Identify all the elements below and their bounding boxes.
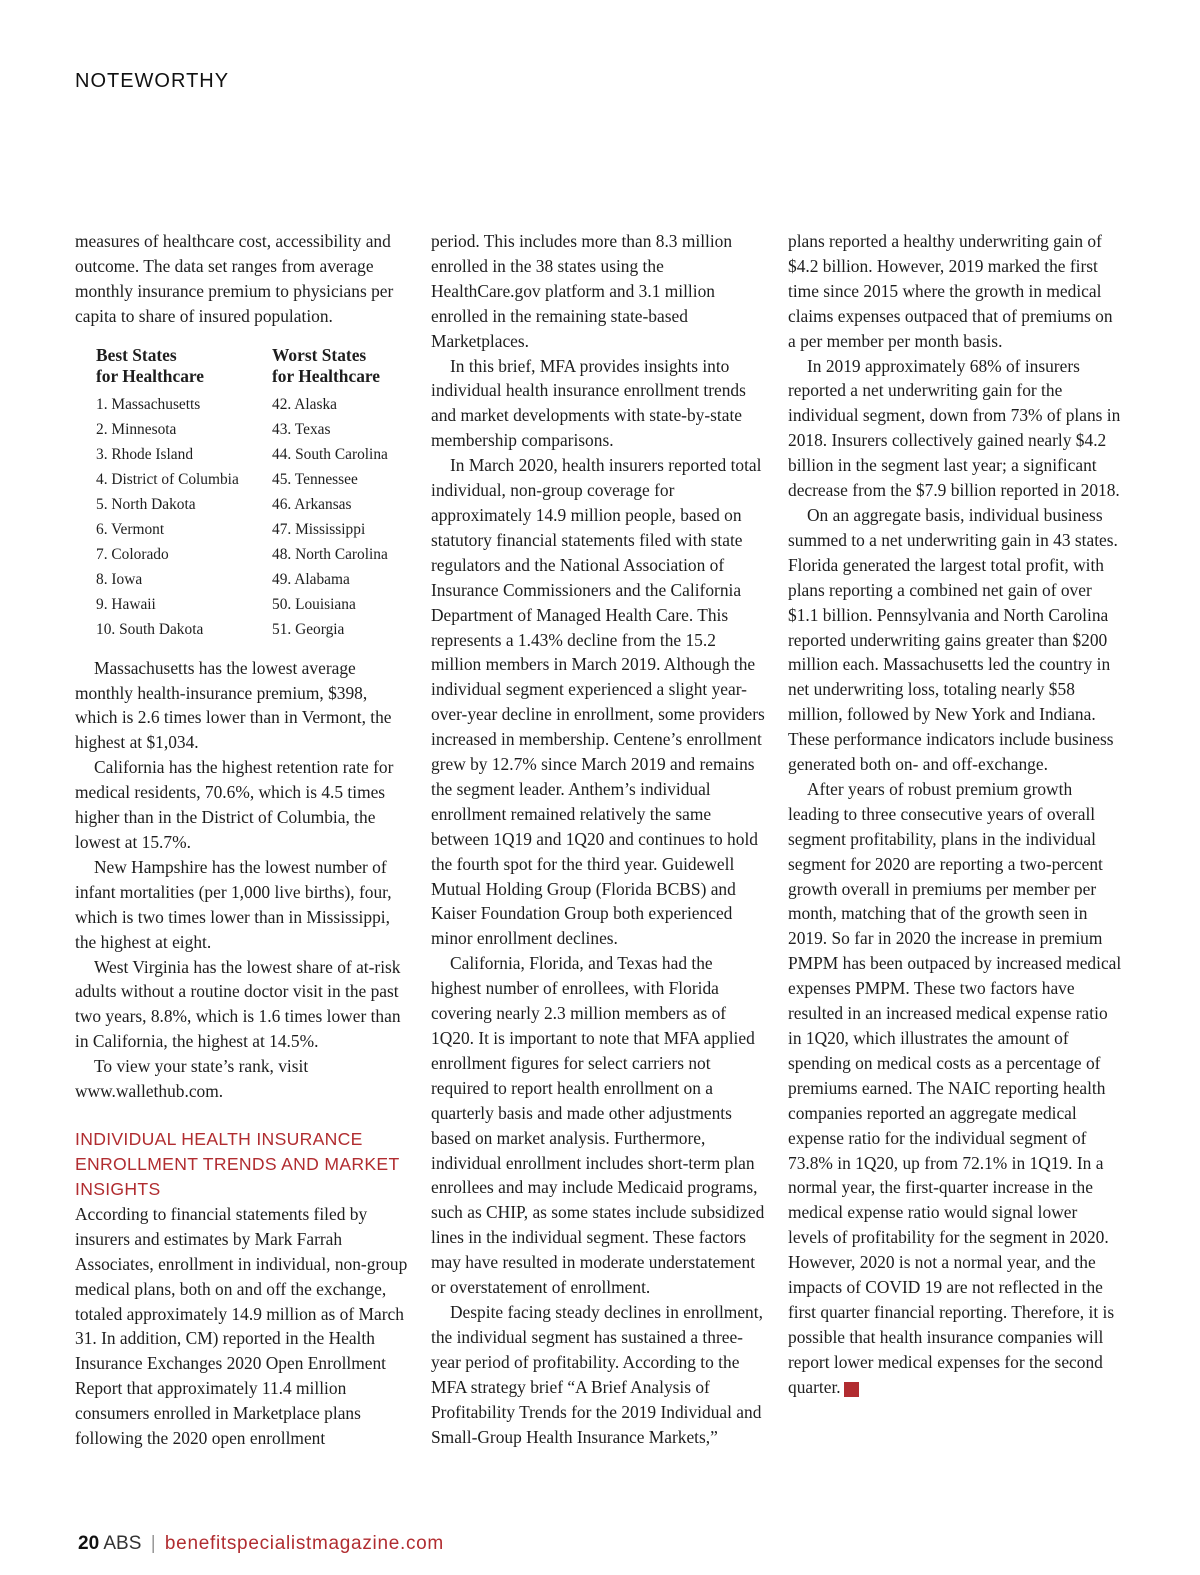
worst-state-item: 51. Georgia xyxy=(272,620,345,638)
west-virginia-paragraph: West Virginia has the lowest share of at-risk adults without a routine doctor visit in the past two years, 8.8%, which is 1.6 times lower than in California, the highest at 14.5%. xyxy=(75,956,401,1052)
paragraph: In this brief, MFA provides insights into individual health insurance enrollment trends and market developments with state-by-state membership comparisons. xyxy=(431,355,746,451)
best-state-item: 9. Hawaii xyxy=(96,595,156,613)
worst-state-item: 46. Arkansas xyxy=(272,495,352,513)
page-number: 20 xyxy=(78,1533,100,1554)
end-mark-icon: ■ xyxy=(844,1382,859,1397)
best-states-table xyxy=(96,345,272,642)
article-column-3 xyxy=(788,229,1122,1400)
paragraph xyxy=(788,777,1122,1400)
worst-state-item: 47. Mississippi xyxy=(272,520,366,538)
best-state-item: 6. Vermont xyxy=(96,520,165,538)
worst-state-item: 48. North Carolina xyxy=(272,545,388,563)
intro-paragraph: measures of healthcare cost, accessibility and outcome. The data set ranges from average monthly insurance premium to physicians per capita to share of insured population. xyxy=(75,231,394,326)
best-state-item: 8. Iowa xyxy=(96,570,143,588)
worst-state-item: 50. Louisiana xyxy=(272,595,356,613)
website-link[interactable]: benefitspecialistmagazine.com xyxy=(164,1533,444,1554)
best-state-item: 3. Rhode Island xyxy=(96,445,194,463)
worst-state-item: 49. Alabama xyxy=(272,570,350,588)
wallethub-paragraph: To view your state’s rank, visit www.wallethub.com. xyxy=(75,1056,309,1102)
section-label: NOTEWORTHY xyxy=(75,70,230,92)
worst-state-item: 44. South Carolina xyxy=(272,445,388,463)
worst-state-item: 42. Alaska xyxy=(272,395,337,413)
article-column-2 xyxy=(431,229,765,1449)
best-state-item: 1. Massachusetts xyxy=(96,395,201,413)
closing-paragraph-text: After years of robust premium growth leading to three consecutive years of overall segment profitability, plans in the individual segment for 2020 are reporting a two-percent growth overall in premiums per member per month, matching that of the growth seen in 2019. So far in 2020 the increase in premium PMPM has been outpaced by increased medical expenses PMPM. These two factors have resulted in an increased medical expense ratio in 1Q20, which illustrates the amount of spending on medical costs as a percentage of premiums earned. The NAIC reporting health companies reported an aggregate medical expense ratio for the individual segment of 73.8% in 1Q20, up from 72.1% in 1Q19. In a normal year, the first-quarter increase in the medical expense ratio would signal lower levels of profitability for the segment in 2020. However, 2020 is not a normal year, and the impacts of COVID 19 are not reflected in the first quarter financial reporting. Therefore, it is possible that health insurance companies will report lower medical expenses for the second quarter. xyxy=(788,778,1122,1397)
paragraph: In 2019 approximately 68% of insurers reported a net underwriting gain for the individual segment, down from 73% of plans in 2018. Insurers collectively gained nearly $4.2 billion in the segment last year; a significant decrease from the $7.9 billion reported in 2018. xyxy=(788,355,1121,501)
massachusetts-paragraph: Massachusetts has the lowest average monthly health-insurance premium, $398, which is 2.6 times lower than in Vermont, the highest at $1,034. xyxy=(75,657,392,753)
california-paragraph: California has the highest retention rate for medical residents, 70.6%, which is 4.5 times higher than in the District of Columbia, the lowest at 15.7%. xyxy=(75,757,394,852)
worst-states-heading: Worst States for Healthcare xyxy=(272,344,381,386)
page-footer xyxy=(78,1533,444,1555)
paragraph: In March 2020, health insurers reported total individual, non-group coverage for approximately 14.9 million people, based on statutory financial statements filed with state regulators and the National Association of Insurance Commissioners and the California Department of Managed Health Care. This represents a 1.43% decline from the 15.2 million members in March 2019. Although the individual segment experienced a slight year-over-year decline in enrollment, some providers increased in membership. Centene’s enrollment grew by 12.7% since March 2019 and remains the segment leader. Anthem’s individual enrollment remained relatively the same between 1Q19 and 1Q20 and continues to hold the fourth spot for the third year. Guidewell Mutual Holding Group (Florida BCBS) and Kaiser Foundation Group both experienced minor enrollment declines. xyxy=(431,455,765,949)
best-state-item: 5. North Dakota xyxy=(96,495,196,513)
publication-abbrev: ABS xyxy=(103,1533,142,1554)
paragraph: On an aggregate basis, individual business summed to a net underwriting gain in 43 states. Florida generated the largest total profit, with plans reporting a combined net gain of over $1.1 billion. Pennsylvania and North Carolina reported underwriting gains greater than $200 million each. Massachusetts led the country in net underwriting loss, totaling nearly $58 million, followed by New York and Indiana. These performance indicators include business generated both on- and off-exchange. xyxy=(788,504,1118,775)
footer-separator: | xyxy=(150,1533,156,1554)
worst-states-table xyxy=(272,345,402,642)
best-state-item: 10. South Dakota xyxy=(96,620,204,638)
best-state-item: 2. Minnesota xyxy=(96,420,177,438)
paragraph: plans reported a healthy underwriting gain of $4.2 billion. However, 2019 marked the first time since 2015 where the growth in medical claims expenses outpaced that of premiums on a per member per month basis. xyxy=(788,231,1113,351)
paragraph: period. This includes more than 8.3 million enrolled in the 38 states using the HealthCare.gov platform and 3.1 million enrolled in the remaining state-based Marketplaces. xyxy=(431,231,733,351)
paragraph: Despite facing steady declines in enrollment, the individual segment has sustained a three-year period of profitability. According to the MFA strategy brief “A Brief Analysis of Profitability Trends for the 2019 Individual and Small-Group Health Insurance Markets,” xyxy=(431,1301,763,1447)
best-state-item: 4. District of Columbia xyxy=(96,470,239,488)
best-states-heading: Best States for Healthcare xyxy=(96,344,205,386)
state-rankings xyxy=(96,345,409,642)
new-hampshire-paragraph: New Hampshire has the lowest number of infant mortalities (per 1,000 live births), four, which is two times lower than in Mississippi, the highest at eight. xyxy=(75,856,392,952)
paragraph: California, Florida, and Texas had the highest number of enrollees, with Florida covering nearly 2.3 million members as of 1Q20. It is important to note that MFA applied enrollment figures for select carriers not required to report health enrollment on a quarterly basis and made other adjustments based on market analysis. Furthermore, individual enrollment includes short-term plan enrollees and may include Medicaid programs, such as CHIP, as some states include subsidized lines in the individual segment. These factors may have resulted in moderate understatement or overstatement of enrollment. xyxy=(431,953,765,1298)
worst-state-item: 43. Texas xyxy=(272,420,331,438)
worst-state-item: 45. Tennessee xyxy=(272,470,358,488)
section-subheading: INDIVIDUAL HEALTH INSURANCE ENROLLMENT TRENDS AND MARKET INSIGHTS xyxy=(75,1128,400,1199)
best-state-item: 7. Colorado xyxy=(96,545,169,563)
enrollment-paragraph: According to financial statements filed by insurers and estimates by Mark Farrah Associates, enrollment in individual, non-group medical plans, both on and off the exchange, totaled approximately 14.9 million as of March 31. In addition, CM) reported in the Health Insurance Exchanges 2020 Open Enrollment Report that approximately 11.4 million consumers enrolled in Marketplace plans following the 2020 open enrollment xyxy=(75,1203,408,1449)
article-column-1 xyxy=(75,229,409,1451)
